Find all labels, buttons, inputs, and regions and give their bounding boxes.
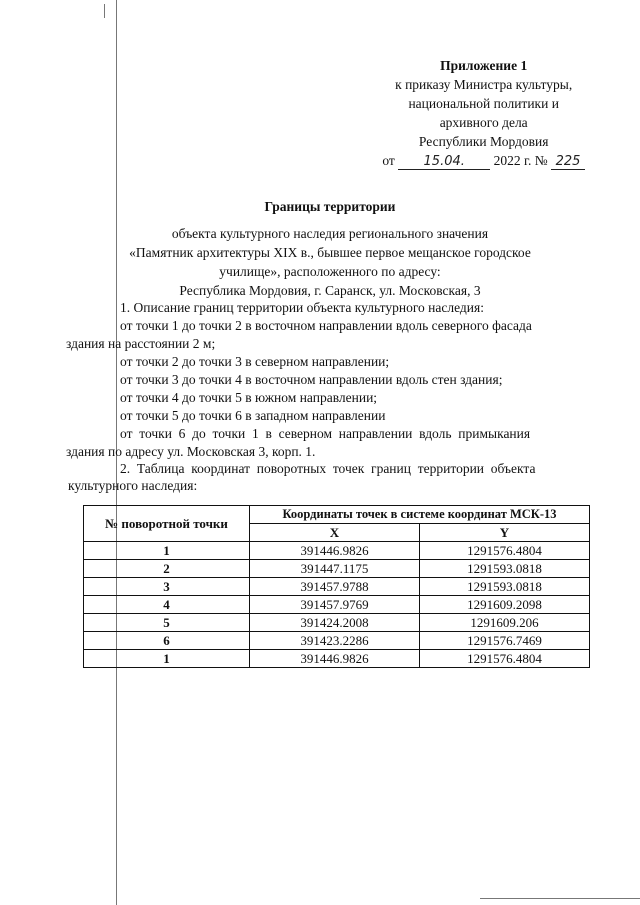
table-row [84, 560, 590, 578]
table-row [84, 578, 590, 596]
x-cell: 391447.1175 [250, 560, 420, 578]
coordinates-table [83, 505, 590, 668]
col-x-header: X [250, 524, 420, 542]
x-cell: 391457.9769 [250, 596, 420, 614]
point-cell: 3 [84, 578, 250, 596]
approval-date-line [382, 151, 585, 170]
y-cell: 1291593.0818 [420, 578, 590, 596]
col-point-header: № поворотной точки [84, 506, 250, 542]
x-cell: 391457.9788 [250, 578, 420, 596]
approval-line: к приказу Министра культуры, [395, 77, 573, 92]
heading-line: училище», расположенного по адресу: [219, 264, 441, 279]
y-cell: 1291593.0818 [420, 560, 590, 578]
point-cell: 2 [84, 560, 250, 578]
table-row [84, 542, 590, 560]
section-2-title: культурного наследия: [68, 478, 198, 493]
x-cell: 391423.2286 [250, 632, 420, 650]
approval-line: архивного дела [439, 115, 528, 130]
boundary-description: от точки 3 до точки 4 в восточном направлении вдоль стен здания; [120, 372, 503, 387]
boundary-description: от точки 5 до точки 6 в западном направлении [120, 408, 386, 423]
approval-block [382, 56, 585, 170]
approval-line: Республики Мордовия [418, 134, 549, 149]
table-row [84, 650, 590, 668]
heading-line: объекта культурного наследия регионального значения [171, 226, 489, 241]
y-cell: 1291576.4804 [420, 542, 590, 560]
point-cell: 5 [84, 614, 250, 632]
y-cell: 1291609.2098 [420, 596, 590, 614]
heading-line: «Памятник архитектуры XIX в., бывшее первое мещанское городское [129, 245, 531, 260]
date-prefix: от [382, 153, 395, 168]
section-2-title: 2. Таблица координат поворотных точек границ территории объекта [120, 461, 536, 476]
table-row [84, 614, 590, 632]
x-cell: 391446.9826 [250, 650, 420, 668]
year-text: 2022 г. № [493, 153, 548, 168]
boundary-description: здания по адресу ул. Московская 3, корп. 1. [66, 444, 316, 459]
point-cell: 1 [84, 542, 250, 560]
col-coords-header: Координаты точек в системе координат МСК-13 [250, 506, 590, 524]
point-cell: 4 [84, 596, 250, 614]
scan-bottom-line [480, 898, 640, 899]
heading-line: Республика Мордовия, г. Саранск, ул. Московская, 3 [179, 283, 481, 298]
section-1-title: 1. Описание границ территории объекта культурного наследия: [120, 300, 484, 315]
point-cell: 6 [84, 632, 250, 650]
y-cell: 1291576.4804 [420, 650, 590, 668]
boundary-description: от точки 1 до точки 2 в восточном направлении вдоль северного фасада [120, 318, 532, 333]
y-cell: 1291609.206 [420, 614, 590, 632]
document-heading [80, 197, 580, 300]
col-y-header: Y [420, 524, 590, 542]
x-cell: 391424.2008 [250, 614, 420, 632]
heading-title: Границы территории [264, 199, 396, 214]
boundary-description: от точки 6 до точки 1 в северном направлении вдоль примыкания [120, 426, 531, 441]
y-cell: 1291576.7469 [420, 632, 590, 650]
point-cell: 1 [84, 650, 250, 668]
scan-tick-top [104, 4, 105, 18]
boundary-description: от точки 4 до точки 5 в южном направлении; [120, 390, 378, 405]
approval-title: Приложение 1 [440, 58, 528, 73]
table-row [84, 596, 590, 614]
x-cell: 391446.9826 [250, 542, 420, 560]
table-row [84, 632, 590, 650]
handwritten-date: 15.04. [398, 155, 490, 170]
approval-line: национальной политики и [408, 96, 559, 111]
boundary-description: от точки 2 до точки 3 в северном направлении; [120, 354, 390, 369]
boundary-description: здания на расстоянии 2 м; [66, 336, 216, 351]
handwritten-number: 225 [551, 155, 585, 170]
